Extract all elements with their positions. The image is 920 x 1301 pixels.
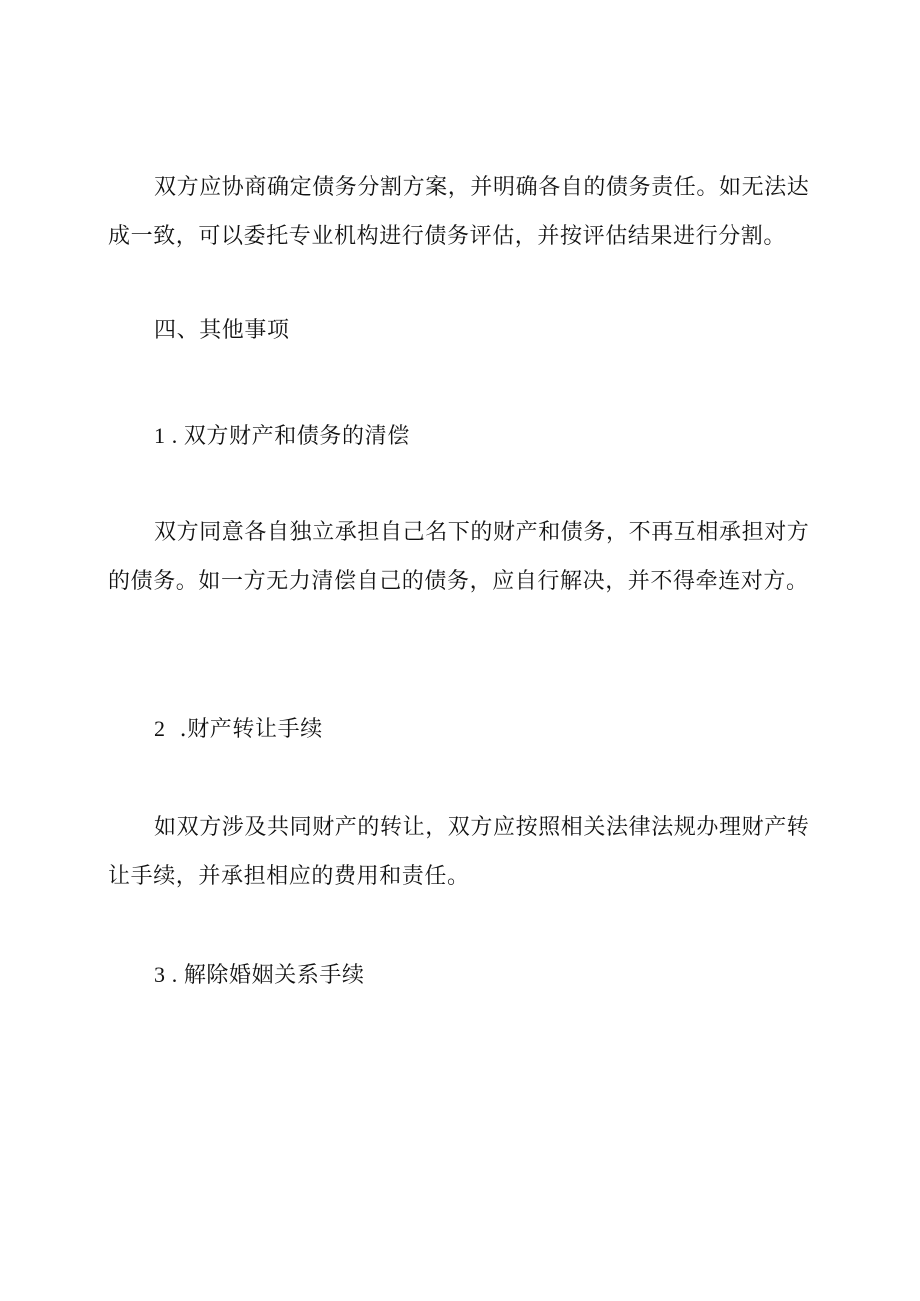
paragraph-transfer: 如双方涉及共同财产的转让，双方应按照相关法律法规办理财产转让手续，并承担相应的费用和责任。 [108,815,810,889]
item3-title: 解除婚姻关系手续 [183,963,365,988]
item1-number: 1 . [154,423,178,448]
paragraph-debt-split: 双方应协商确定债务分割方案，并明确各自的债务责任。如无法达成一致，可以委托专业机构进行债务评估，并按评估结果进行分割。 [108,175,810,249]
item1-title: 双方财产和债务的清偿 [183,424,410,449]
item1-heading [154,421,410,452]
item2-heading [154,714,323,745]
item2-number: 2 [154,716,166,741]
item3-heading [154,960,365,991]
paragraph-settlement: 双方同意各自独立承担自己名下的财产和债务，不再互相承担对方的债务。如一方无力清偿自己的债务，应自行解决，并不得牵连对方。 [108,520,810,594]
item2-title: .财产转让手续 [179,717,323,742]
item3-number: 3 . [154,962,178,987]
section-four-title: 四、其他事项 [154,318,290,343]
